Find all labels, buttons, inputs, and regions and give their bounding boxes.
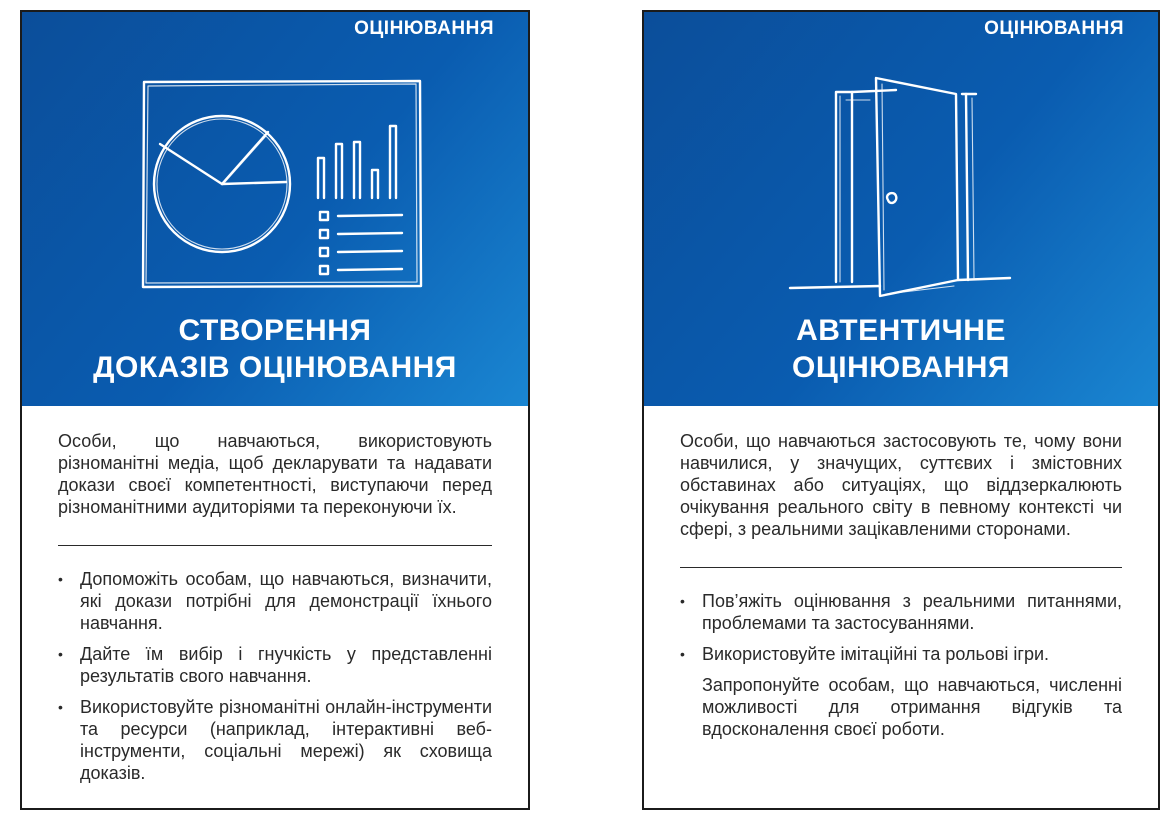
bullet-icon: • bbox=[58, 699, 63, 715]
list-item bbox=[58, 643, 492, 687]
divider bbox=[680, 567, 1122, 568]
card-note: Запропонуйте особам, що навчаються, численні можливості для отримання відгуків та вдосконалення своєї роботи. bbox=[702, 675, 1122, 739]
list-item-text: Допоможіть особам, що навчаються, визначити, які докази потрібні для демонстрації їхнього навчання. bbox=[80, 569, 492, 633]
list-item-text: Використовуйте різноманітні онлайн-інструменти та ресурси (наприклад, інтерактивні веб-інструменти, соціальні мережі) як сховища доказів. bbox=[80, 697, 492, 783]
list-item bbox=[680, 643, 1122, 665]
card-body bbox=[680, 430, 1122, 740]
card-title bbox=[644, 312, 1158, 386]
list-item bbox=[58, 696, 492, 784]
card-title-line: ДОКАЗІВ ОЦІНЮВАННЯ bbox=[93, 351, 457, 384]
card-header bbox=[644, 12, 1158, 406]
bullet-list bbox=[680, 590, 1122, 665]
card-category: ОЦІНЮВАННЯ bbox=[354, 18, 494, 39]
card-title-line: СТВОРЕННЯ bbox=[178, 314, 372, 347]
list-item bbox=[58, 568, 492, 634]
card-intro: Особи, що навчаються, використовують різноманітні медіа, щоб декларувати та надавати докази своєї компетентності, виступаючи перед різноманітними аудиторіями та переконуючи їх. bbox=[58, 431, 492, 517]
bullet-list bbox=[58, 568, 492, 784]
list-item-text: Використовуйте імітаційні та рольові ігри. bbox=[702, 644, 1050, 664]
card-title-line: АВТЕНТИЧНЕ bbox=[796, 314, 1006, 347]
bullet-icon: • bbox=[58, 646, 63, 662]
card-title-line: ОЦІНЮВАННЯ bbox=[792, 351, 1010, 384]
assessment-card-evidence bbox=[20, 10, 530, 810]
list-item-text: Пов’яжіть оцінювання з реальними питаннями, проблемами та застосуваннями. bbox=[702, 591, 1122, 633]
bullet-icon: • bbox=[680, 593, 685, 609]
bullet-icon: • bbox=[58, 571, 63, 587]
open-door-icon bbox=[786, 72, 1014, 302]
bullet-icon: • bbox=[680, 646, 685, 662]
card-body bbox=[58, 430, 492, 793]
assessment-card-authentic bbox=[642, 10, 1160, 810]
list-item-text: Дайте їм вибір і гнучкість у представленні результатів свого навчання. bbox=[80, 644, 492, 686]
card-title bbox=[22, 312, 528, 386]
card-category: ОЦІНЮВАННЯ bbox=[984, 18, 1124, 39]
card-header bbox=[22, 12, 528, 406]
presentation-board-icon bbox=[140, 78, 424, 290]
list-item bbox=[680, 590, 1122, 634]
card-intro: Особи, що навчаються застосовують те, чому вони навчилися, у значущих, суттєвих і змістовних обставинах або ситуаціях, що віддзеркалюють очікування реального світу в певному контексті чи сфері, з реальними зацікавленими сторонами. bbox=[680, 431, 1122, 539]
divider bbox=[58, 545, 492, 546]
